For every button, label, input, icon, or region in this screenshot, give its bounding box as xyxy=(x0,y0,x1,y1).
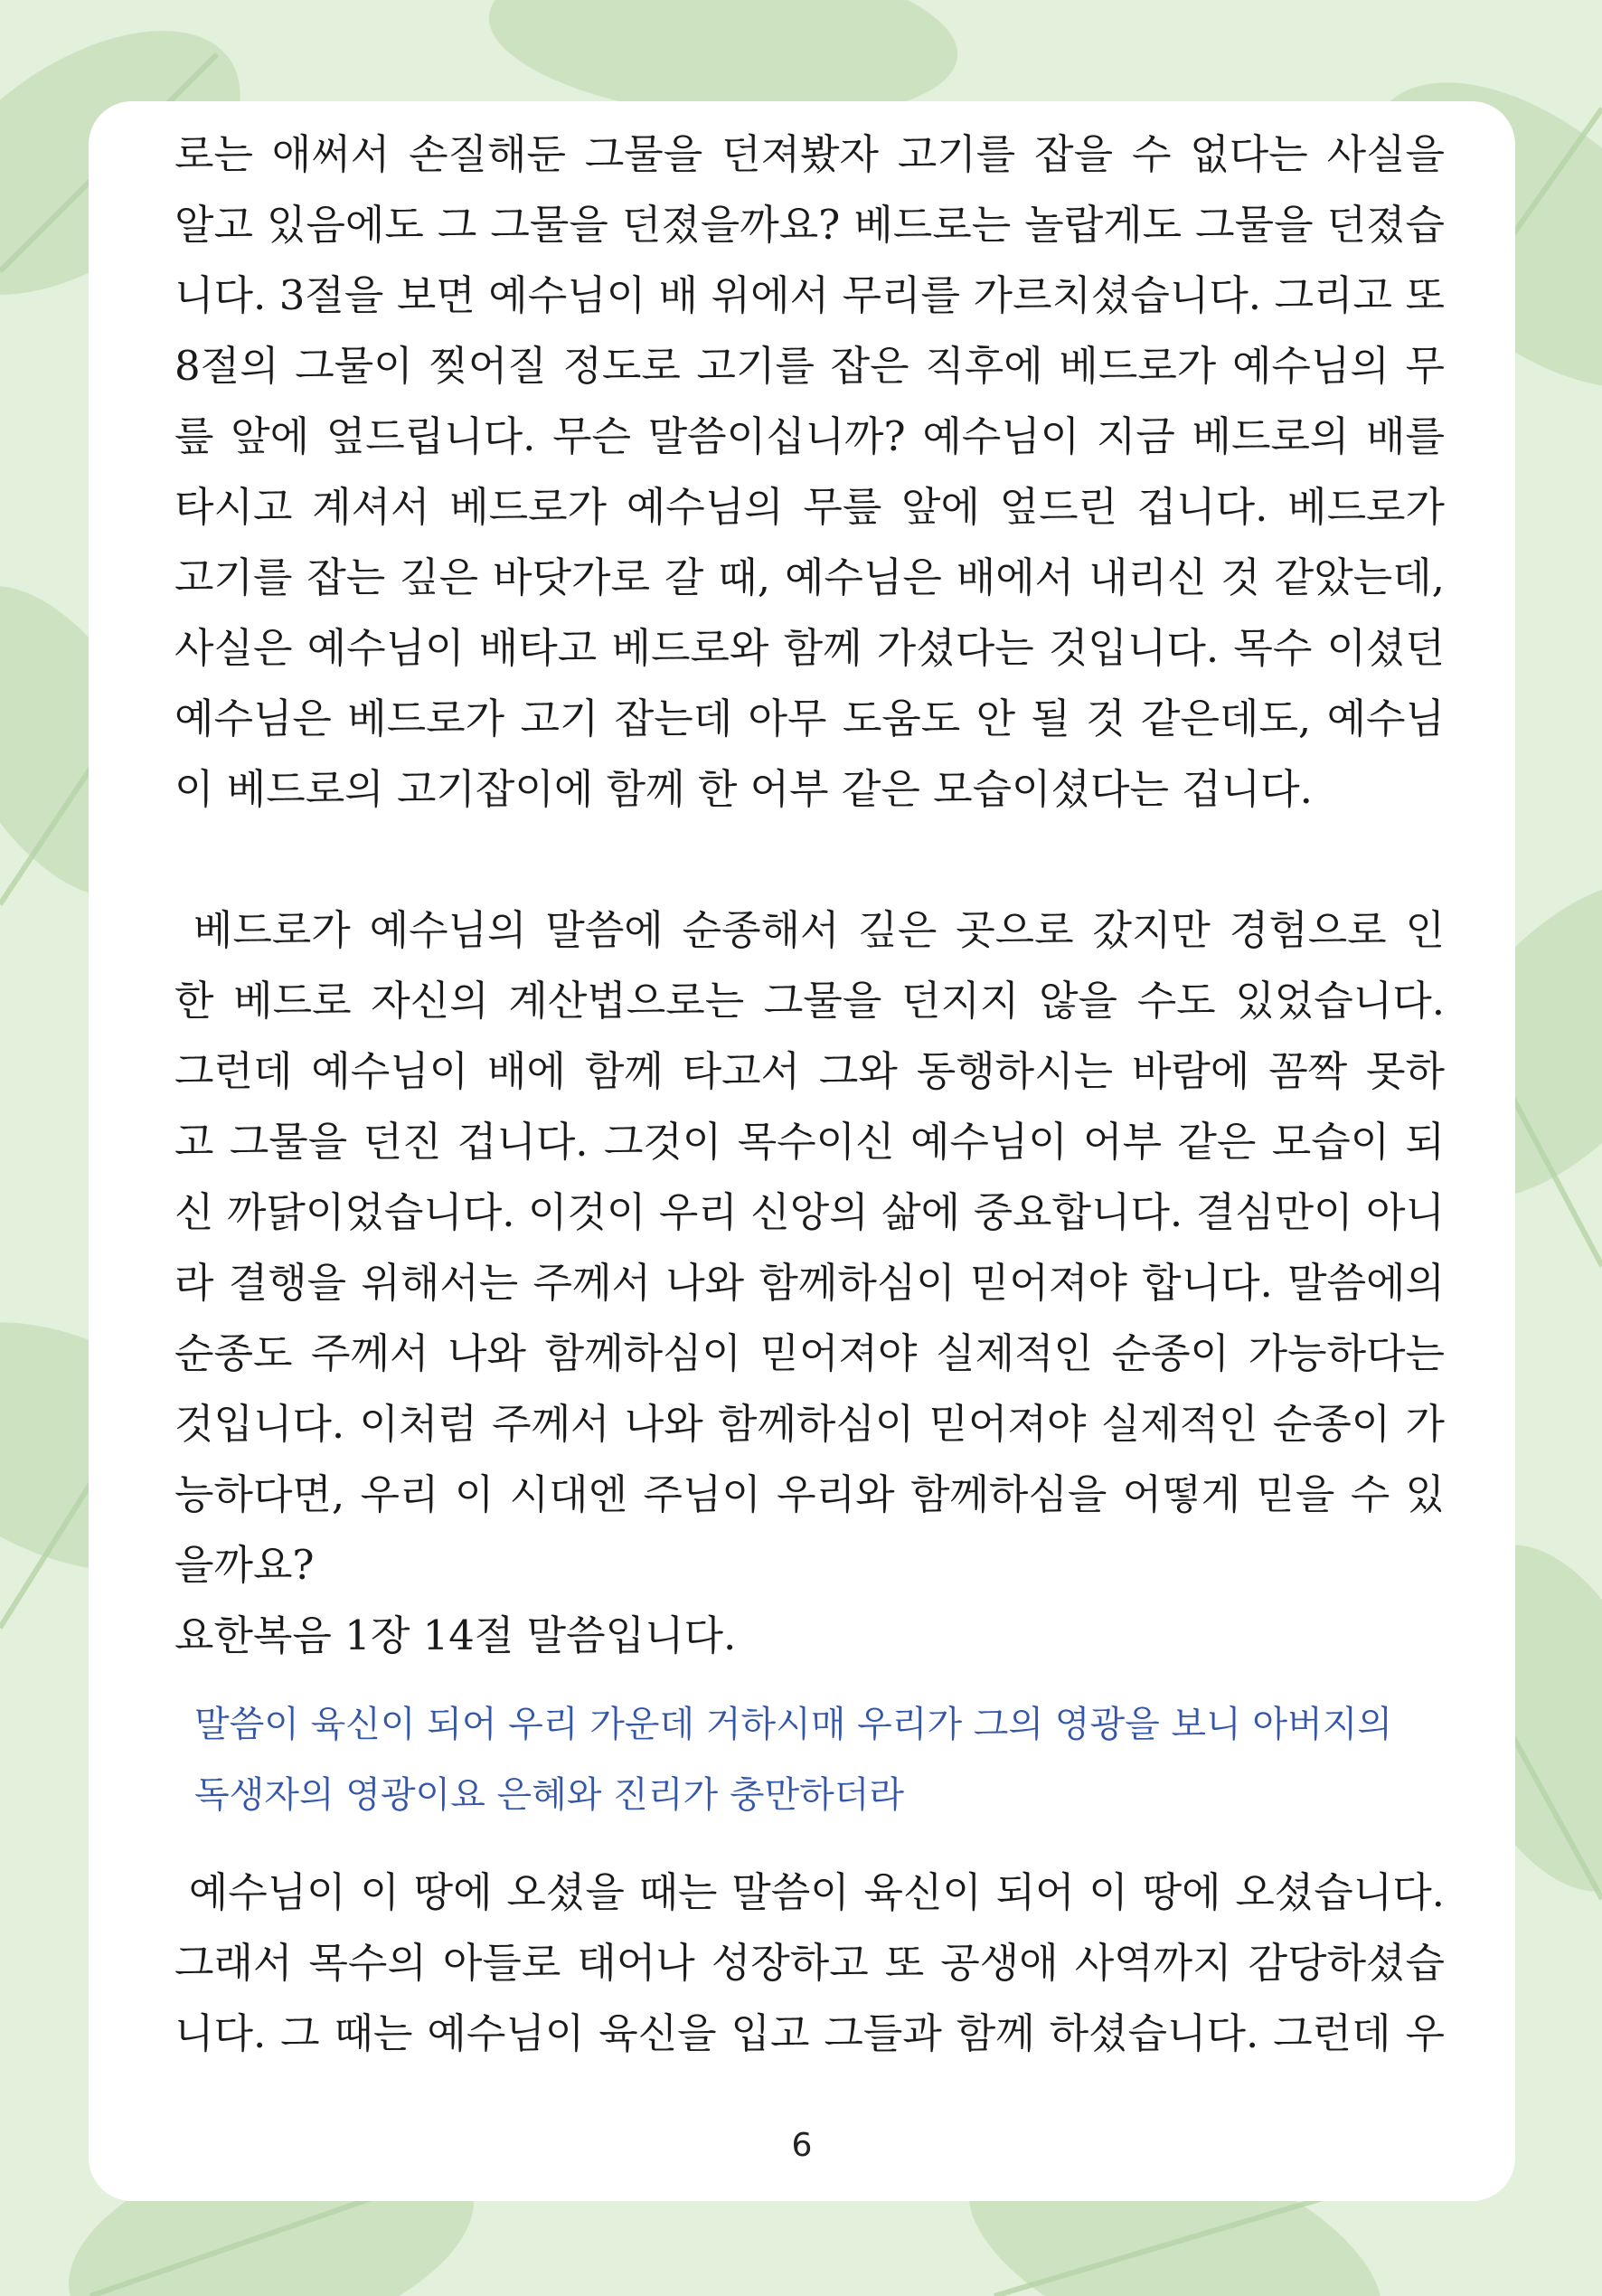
text-line: 그런데 예수님이 배에 함께 타고서 그와 동행하시는 바람에 꼼짝 못하 xyxy=(174,1047,1445,1095)
text-line: 알고 있음에도 그 그물을 던졌을까요? 베드로는 놀랍게도 그물을 던졌습 xyxy=(174,201,1445,249)
text-line: 을까요? xyxy=(174,1541,315,1589)
text-line: 고 그물을 던진 겁니다. 그것이 목수이신 예수님이 어부 같은 모습이 되 xyxy=(174,1118,1445,1166)
text-line: 능하다면, 우리 이 시대엔 주님이 우리와 함께하심을 어떻게 믿을 수 있 xyxy=(174,1470,1445,1518)
paragraph-1 xyxy=(174,119,1445,825)
text-line: 라 결행을 위해서는 주께서 나와 함께하심이 믿어져야 합니다. 말씀에의 xyxy=(174,1259,1445,1307)
paragraph-2 xyxy=(174,895,1445,1601)
text-line: 그래서 목수의 아들로 태어나 성장하고 또 공생애 사역까지 감당하셨습 xyxy=(174,1939,1445,1987)
text-line: 것입니다. 이처럼 주께서 나와 함께하심이 믿어져야 실제적인 순종이 가 xyxy=(174,1400,1445,1448)
scripture-quote xyxy=(194,1689,1445,1830)
text-line: 로는 애써서 손질해둔 그물을 던져봤자 고기를 잡을 수 없다는 사실을 xyxy=(174,130,1445,178)
text-line: 예수님은 베드로가 고기 잡는데 아무 도움도 안 될 것 같은데도, 예수님 xyxy=(174,694,1445,742)
text-line: 고기를 잡는 깊은 바닷가로 갈 때, 예수님은 배에서 내리신 것 같았는데, xyxy=(174,553,1445,601)
text-line: 타시고 계셔서 베드로가 예수님의 무릎 앞에 엎드린 겁니다. 베드로가 xyxy=(174,483,1445,531)
text-line: 순종도 주께서 나와 함께하심이 믿어져야 실제적인 순종이 가능하다는 xyxy=(174,1329,1445,1377)
text-line: 베드로가 예수님의 말씀에 순종해서 깊은 곳으로 갔지만 경험으로 인 xyxy=(174,906,1445,954)
text-line: 8절의 그물이 찢어질 정도로 고기를 잡은 직후에 베드로가 예수님의 무 xyxy=(174,342,1445,390)
text-line: 니다. 3절을 보면 예수님이 배 위에서 무리를 가르치셨습니다. 그리고 또 xyxy=(174,271,1445,319)
text-line: 예수님이 이 땅에 오셨을 때는 말씀이 육신이 되어 이 땅에 오셨습니다. xyxy=(174,1868,1445,1916)
text-line: 니다. 그 때는 예수님이 육신을 입고 그들과 함께 하셨습니다. 그런데 우 xyxy=(174,2009,1446,2057)
page-number: 6 xyxy=(791,2127,813,2164)
quote-line: 독생자의 영광이요 은혜와 진리가 충만하더라 xyxy=(194,1774,905,1816)
text-line: 신 까닭이었습니다. 이것이 우리 신앙의 삶에 중요합니다. 결심만이 아니 xyxy=(174,1188,1445,1236)
text-line: 릎 앞에 엎드립니다. 무슨 말씀이십니까? 예수님이 지금 베드로의 배를 xyxy=(174,412,1445,460)
paragraph-3 xyxy=(174,1857,1445,2069)
page-content xyxy=(174,119,1445,2069)
text-line: 이 베드로의 고기잡이에 함께 한 어부 같은 모습이셨다는 겁니다. xyxy=(174,765,1313,813)
text-line: 한 베드로 자신의 계산법으로는 그물을 던지지 않을 수도 있었습니다. xyxy=(174,977,1445,1025)
scripture-reference: 요한복음 1장 14절 말씀입니다. xyxy=(174,1611,737,1659)
quote-line: 말씀이 육신이 되어 우리 가운데 거하시매 우리가 그의 영광을 보니 아버지의 xyxy=(194,1704,1392,1745)
page-card xyxy=(89,101,1515,2201)
text-line: 사실은 예수님이 배타고 베드로와 함께 가셨다는 것입니다. 목수 이셨던 xyxy=(174,624,1445,672)
